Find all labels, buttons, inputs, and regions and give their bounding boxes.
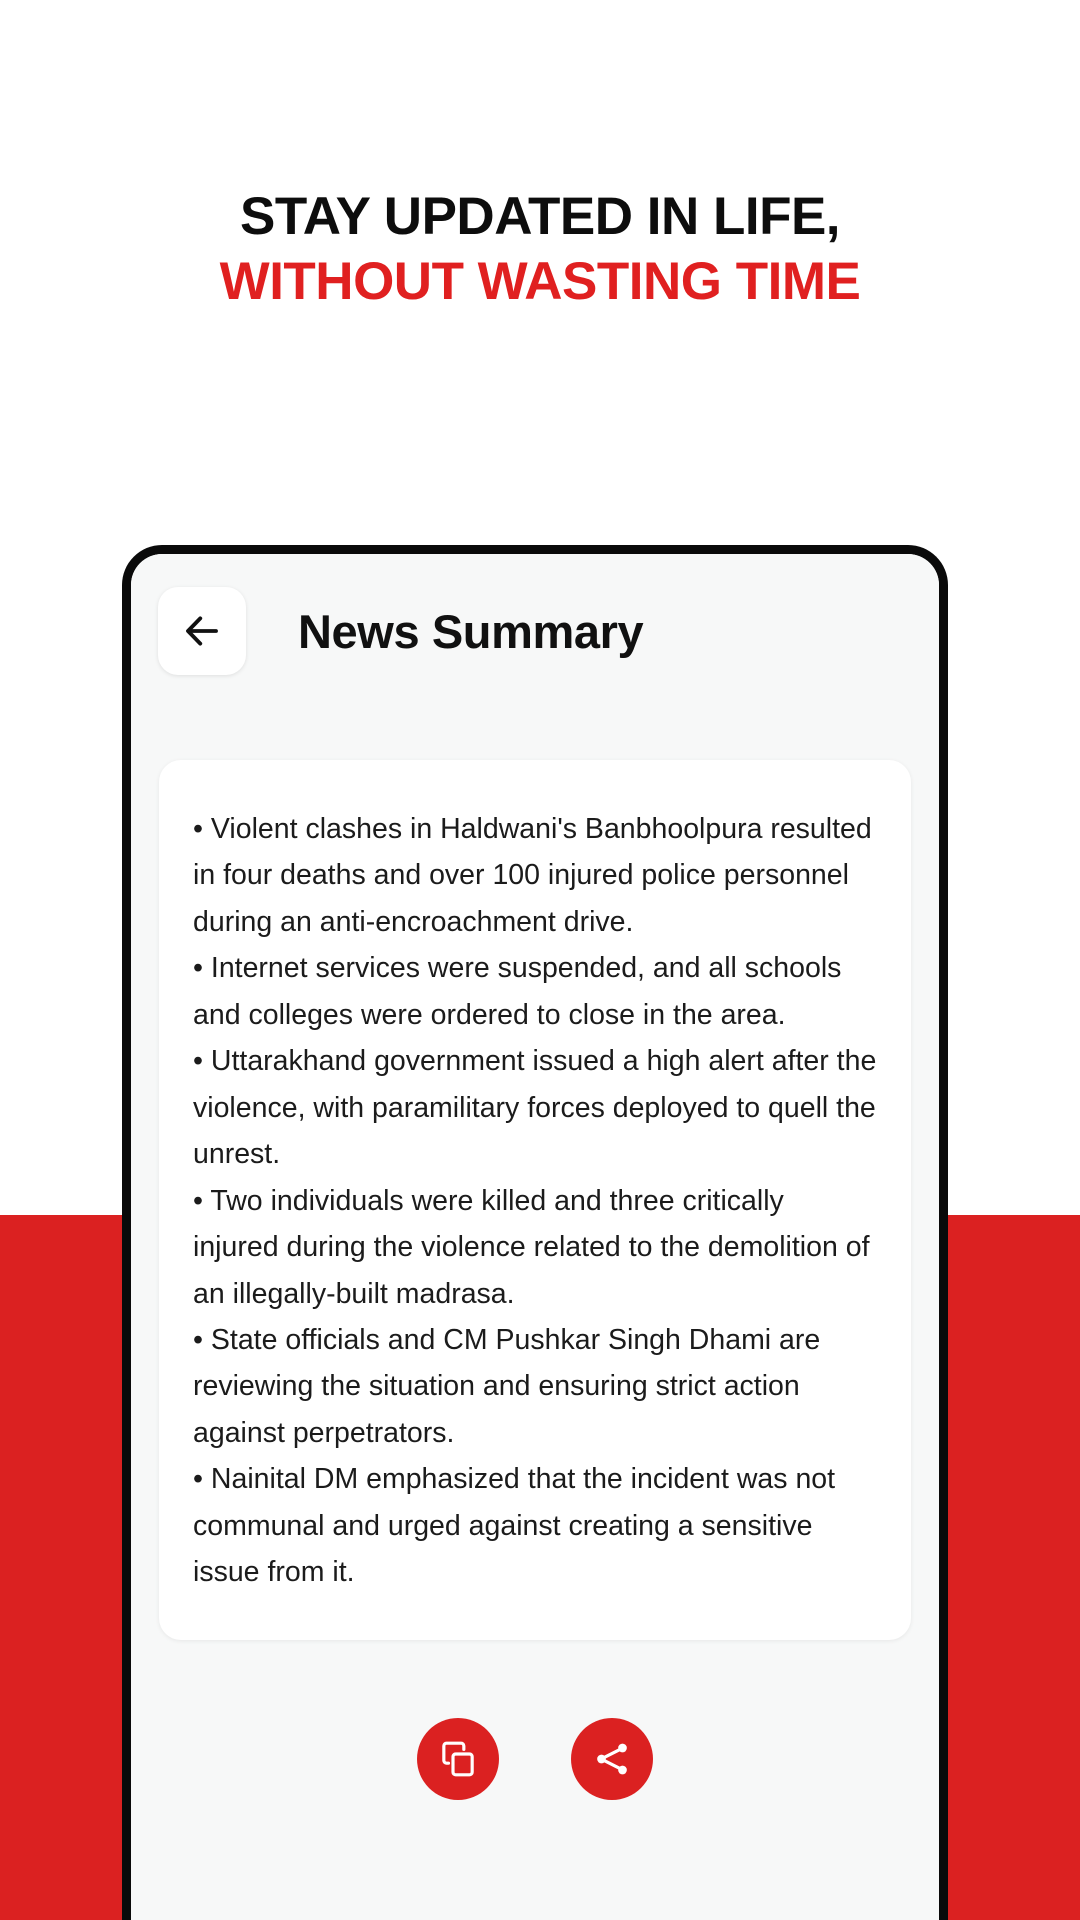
summary-card (159, 760, 911, 1640)
summary-text (193, 806, 877, 1596)
back-button[interactable] (158, 587, 246, 675)
decorative-red-band-right (944, 1215, 1080, 1920)
summary-bullet: • Violent clashes in Haldwani's Banbhoolpura resulted in four deaths and over 100 injured police personnel during an anti-encroachment drive. (193, 813, 872, 938)
page-title: News Summary (298, 604, 644, 658)
app-screen (131, 554, 939, 1920)
summary-bullet: • State officials and CM Pushkar Singh Dhami are reviewing the situation and ensuring strict action against perpetrators. (193, 1323, 821, 1449)
headline-line-1: STAY UPDATED IN LIFE, (239, 187, 841, 246)
share-button[interactable] (571, 1718, 653, 1800)
copy-button[interactable] (417, 1718, 499, 1800)
arrow-left-icon (181, 610, 223, 652)
share-icon (592, 1739, 632, 1779)
summary-bullet: • Internet services were suspended, and all schools and colleges were ordered to close in the area. (193, 952, 842, 1031)
summary-bullet: • Uttarakhand government issued a high alert after the violence, with paramilitary forces deployed to quell the unrest. (193, 1045, 877, 1171)
headline-line-2: WITHOUT WASTING TIME (219, 251, 861, 311)
summary-bullet: • Nainital DM emphasized that the incident was not communal and urged against creating a sensitive issue from it. (193, 1463, 836, 1589)
app-header (131, 554, 939, 675)
action-button-row (131, 1718, 939, 1800)
copy-icon (438, 1739, 478, 1779)
promo-headline (0, 185, 1080, 314)
decorative-red-band-left (0, 1215, 125, 1920)
phone-device-frame (122, 545, 948, 1920)
summary-bullet: • Two individuals were killed and three critically injured during the violence related to the demolition of an illegally-built madrasa. (193, 1184, 870, 1310)
